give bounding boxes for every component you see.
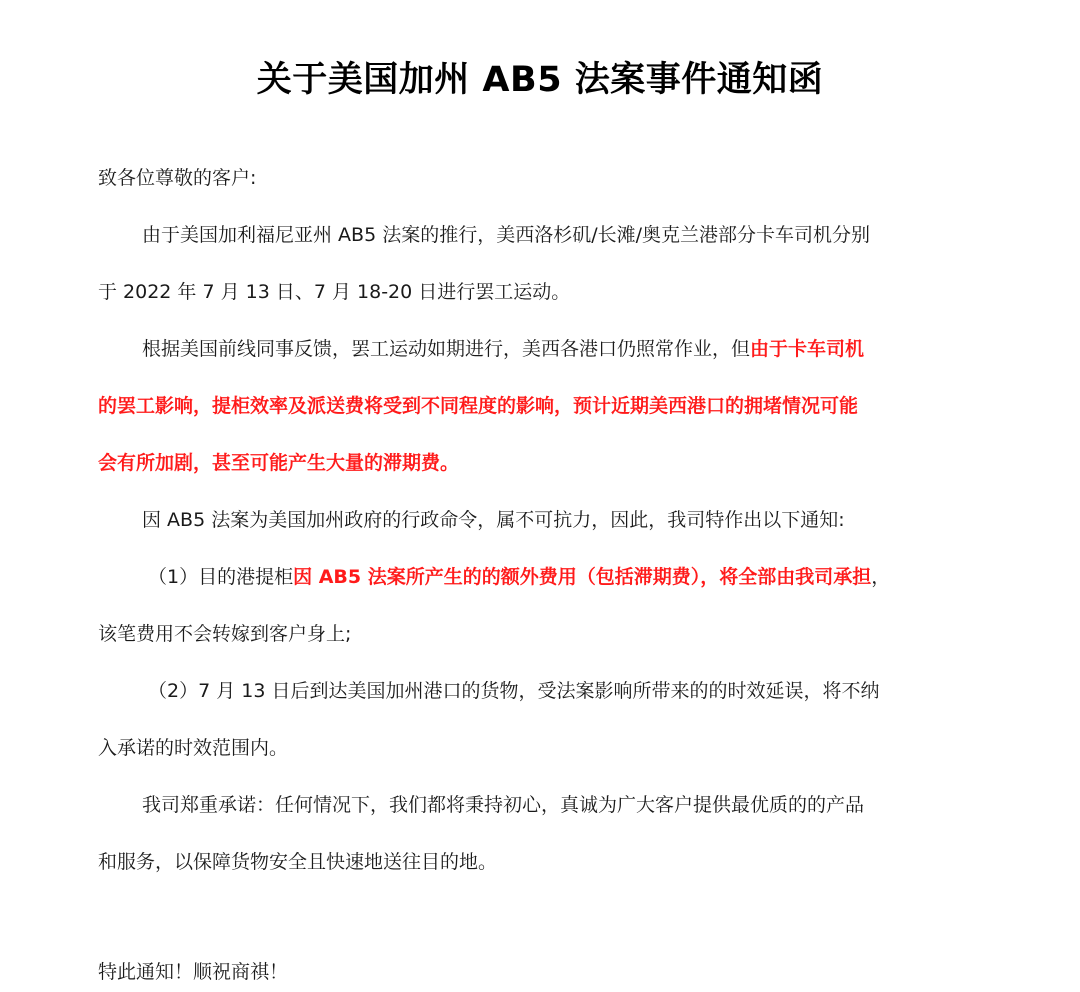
paragraph-2-normal-text: 根据美国前线同事反馈，罢工运动如期进行，美西各港口仍照常作业，但	[142, 338, 751, 360]
document-title: 关于美国加州 AB5 法案事件通知函	[256, 60, 824, 100]
item-1-tail: ，	[871, 566, 891, 588]
paragraph-1-line-2: 于 2022 年 7 月 13 日、7 月 18-20 日进行罢工运动。	[98, 281, 571, 303]
paragraph-2-line-1	[142, 336, 864, 362]
item-1-line-1	[148, 564, 890, 590]
item-2-line-1: （2）7 月 13 日后到达美国加州港口的货物，受法案影响所带来的的时效延误，将不纳	[148, 680, 880, 702]
item-1-normal-text: （1）目的港提柜	[148, 566, 294, 588]
paragraph-2-line-3: 会有所加剧，甚至可能产生大量的滞期费。	[98, 452, 460, 474]
paragraph-2-line-2: 的罢工影响，提柜效率及派送费将受到不同程度的影响，预计近期美西港口的拥堵情况可能	[98, 395, 859, 417]
salutation: 致各位尊敬的客户:	[98, 167, 257, 189]
paragraph-2-highlight-text: 由于卡车司机	[750, 338, 865, 360]
paragraph-1-line-1: 由于美国加利福尼亚州 AB5 法案的推行，美西洛杉矶/长滩/奥克兰港部分卡车司机分别	[142, 224, 871, 246]
item-1-line-2: 该笔费用不会转嫁到客户身上;	[98, 623, 352, 645]
item-2-line-2: 入承诺的时效范围内。	[98, 737, 289, 759]
paragraph-3-line-1: 因 AB5 法案为美国加州政府的行政命令，属不可抗力，因此，我司特作出以下通知:	[142, 509, 845, 531]
paragraph-4-line-1: 我司郑重承诺：任何情况下，我们都将秉持初心，真诚为广大客户提供最优质的的产品	[142, 794, 865, 816]
paragraph-4-line-2: 和服务，以保障货物安全且快速地送往目的地。	[98, 851, 498, 873]
closing-line: 特此通知！顺祝商祺！	[98, 961, 289, 983]
item-1-highlight-text: 因 AB5 法案所产生的的额外费用（包括滞期费），将全部由我司承担	[293, 566, 872, 588]
